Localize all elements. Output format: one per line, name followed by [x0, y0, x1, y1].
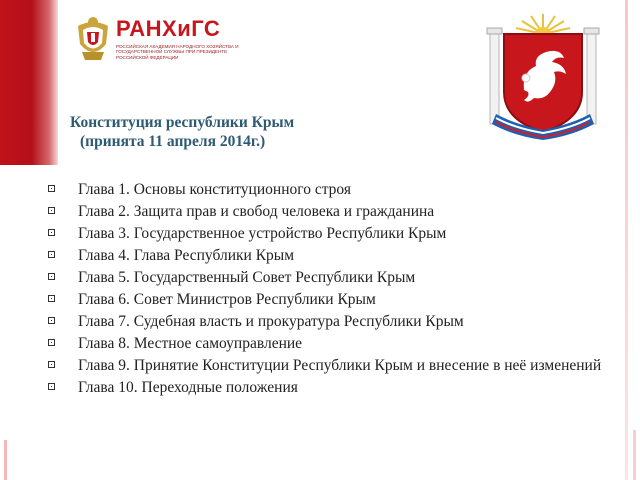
square-bullet-icon [48, 339, 55, 346]
decorative-line-left [4, 440, 7, 480]
decorative-line-right-bottom [633, 430, 636, 480]
list-item: Глава 9. Принятие Конституции Республики Крым и внесение в неё изменений [48, 358, 608, 373]
square-bullet-icon [48, 229, 55, 236]
square-bullet-icon [48, 207, 55, 214]
eagle-emblem-icon [74, 14, 112, 64]
chapter-list [48, 182, 608, 402]
crimea-coat-of-arms-icon [484, 12, 602, 144]
decorative-line-right [625, 0, 628, 480]
list-item: Глава 7. Судебная власть и прокуратура Республики Крым [48, 314, 608, 329]
square-bullet-icon [48, 251, 55, 258]
list-item: Глава 10. Переходные положения [48, 380, 608, 395]
list-item: Глава 6. Совет Министров Республики Крым [48, 292, 608, 307]
square-bullet-icon [48, 317, 55, 324]
title-line-2: (принята 11 апреля 2014г.) [80, 133, 266, 150]
list-item: Глава 4. Глава Республики Крым [48, 248, 608, 263]
logo-subtitle: РОССИЙСКАЯ АКАДЕМИЯ НАРОДНОГО ХОЗЯЙСТВА И ГОСУДАРСТВЕННОЙ СЛУЖБЫ ПРИ ПРЕЗИДЕНТЕ РОССИЙСКОЙ ФЕДЕРАЦИИ [116, 44, 239, 60]
logo-name: РАНХиГС [116, 16, 221, 41]
list-item: Глава 2. Защита прав и свобод человека и гражданина [48, 204, 608, 219]
decorative-red-band [0, 0, 58, 165]
list-item: Глава 5. Государственный Совет Республики Крым [48, 270, 608, 285]
square-bullet-icon [48, 361, 55, 368]
list-item: Глава 3. Государственное устройство Республики Крым [48, 226, 608, 241]
square-bullet-icon [48, 383, 55, 390]
title-line-1: Конституция республики Крым [70, 114, 295, 131]
square-bullet-icon [48, 185, 55, 192]
list-item: Глава 1. Основы конституционного строя [48, 182, 608, 197]
page-title [70, 113, 370, 151]
list-item: Глава 8. Местное самоуправление [48, 336, 608, 351]
square-bullet-icon [48, 273, 55, 280]
square-bullet-icon [48, 295, 55, 302]
ranepa-logo [74, 14, 239, 68]
